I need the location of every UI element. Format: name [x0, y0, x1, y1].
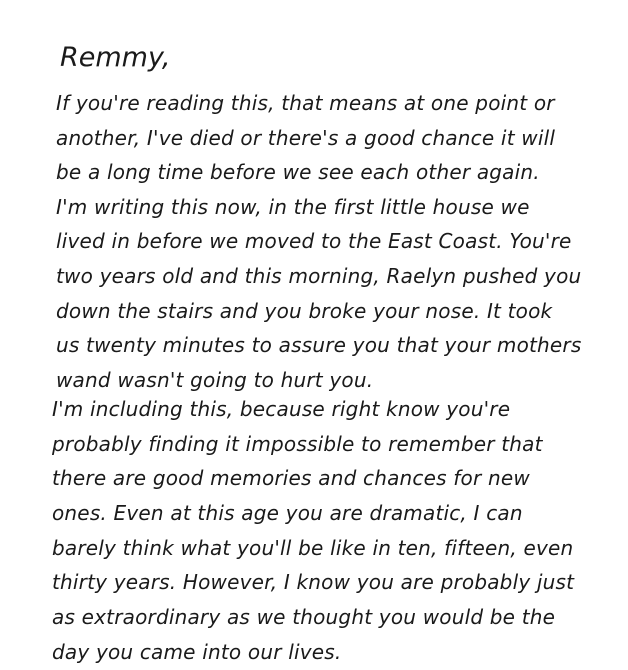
text-line: down the stairs and you broke your nose. It took — [56, 298, 553, 323]
text-line: I'm writing this now, in the first little house we — [56, 194, 530, 219]
text-line: us twenty minutes to assure you that your mothers — [56, 333, 582, 358]
text-line: I'm including this, because right know you're — [52, 397, 511, 421]
text-line: another, I've died or there's a good chance it will — [56, 125, 556, 150]
text-line: thirty years. However, I know you are probably just — [52, 570, 575, 595]
text-line: ones. Even at this age you are dramatic, I can — [52, 501, 523, 526]
text-line: be a long time before we see each other again. — [56, 160, 540, 185]
text-line: If you're reading this, that means at one point or — [56, 91, 555, 115]
text-line: day you came into our lives. — [52, 639, 342, 664]
text-line: wand wasn't going to hurt you. — [56, 367, 374, 392]
salutation: Remmy, — [60, 42, 171, 73]
text-line: probably finding it impossible to remember that — [52, 431, 543, 456]
text-line: as extraordinary as we thought you would be the — [52, 605, 556, 630]
text-line: two years old and this morning, Raelyn pushed you — [56, 263, 582, 288]
paragraph-1 — [56, 86, 581, 397]
text-line: barely think what you'll be like in ten, fifteen, even — [52, 535, 574, 560]
text-line: there are good memories and chances for new — [52, 466, 530, 491]
text-line: lived in before we moved to the East Coast. You're — [56, 229, 572, 254]
paragraph-2 — [52, 392, 574, 670]
